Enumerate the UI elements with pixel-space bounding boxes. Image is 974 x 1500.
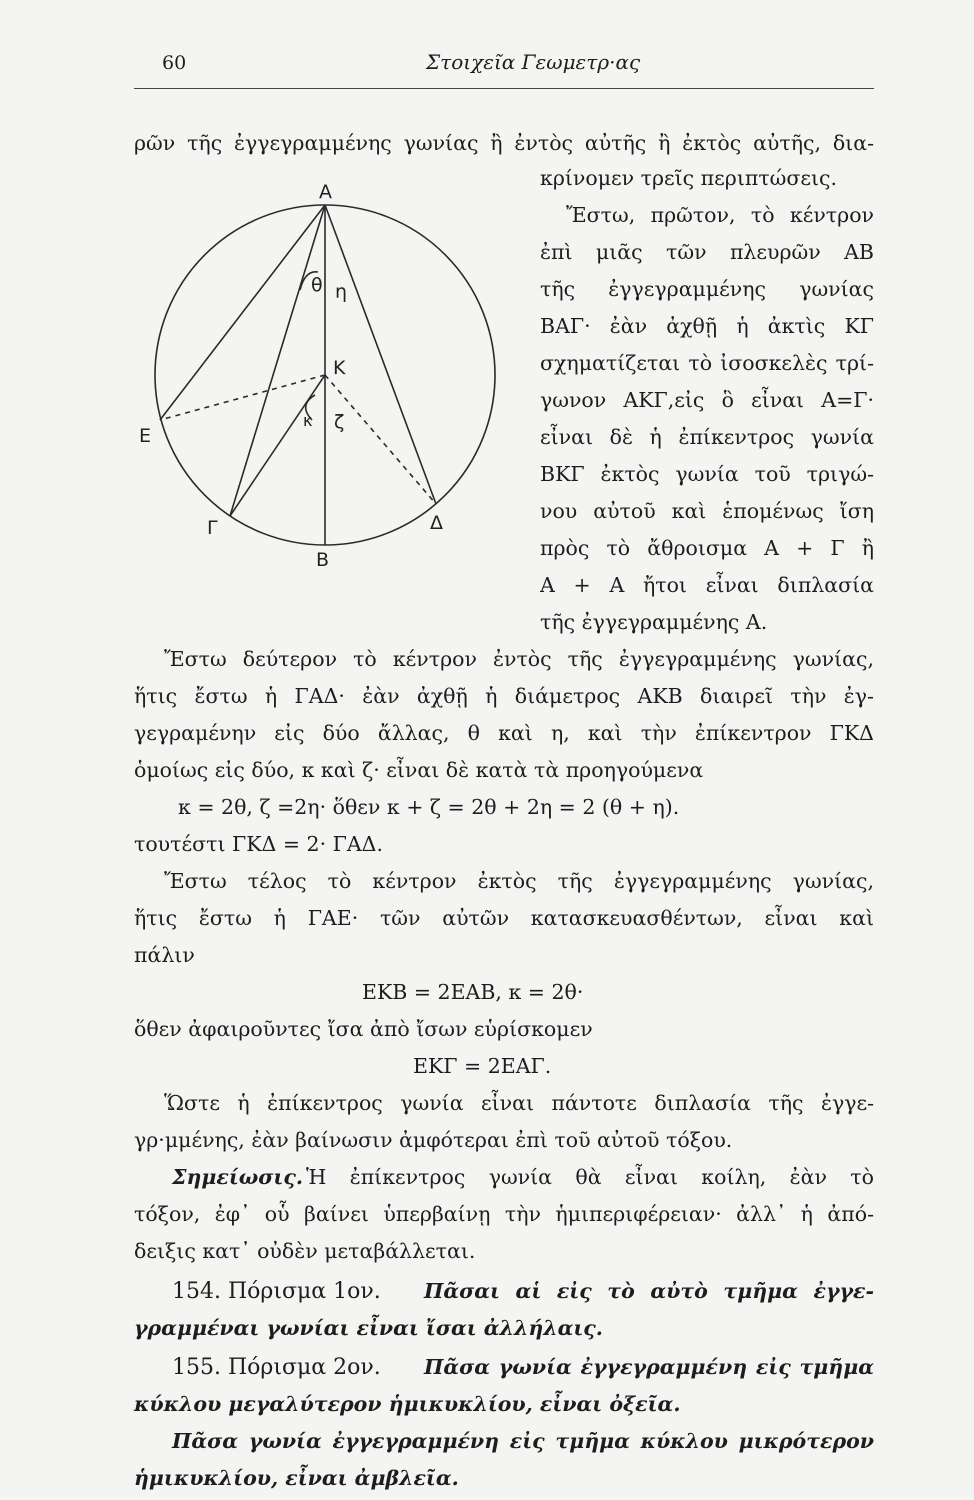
- corollary-155-line-2: κύκλου μεγαλύτερον ἡμικυκλίου, εἶναι ὀξεῖα.: [134, 1392, 681, 1416]
- corollary-155-line-4: ἡμικυκλίου, εἶναι ἀμβλεῖα.: [134, 1466, 459, 1490]
- chord-AE: [160, 205, 325, 420]
- running-title: Στοιχεῖα Γεωμετρ·ας: [426, 50, 641, 74]
- label-B: Β: [316, 549, 330, 571]
- label-kappa: κ: [303, 411, 313, 430]
- radius-KE: [160, 375, 325, 420]
- text-line-24: Ὥστε ἡ ἐπίκεντρος γωνία εἶναι πάντοτε διπλασία τῆς ἐγγε-: [164, 1091, 874, 1115]
- page-number: 60: [162, 52, 187, 74]
- text-line-18: ὁμοίως εἰς δύο, κ καὶ ζ· εἶναι δὲ κατὰ τὰ προηγούμενα: [134, 758, 704, 782]
- corollary-154-line-2: γραμμέναι γωνίαι εἶναι ἴσαι ἀλλήλαις.: [134, 1316, 603, 1340]
- text-line-20: Ἔστω τέλος τὸ κέντρον ἐκτὸς τῆς ἐγγεγραμμένης γωνίας,: [164, 869, 874, 893]
- radius-KD: [325, 375, 436, 504]
- chord-AD: [325, 205, 436, 504]
- text-line-4: ἐπὶ μιᾶς τῶν πλευρῶν ΑΒ: [540, 240, 874, 264]
- text-line-6: ΒΑΓ· ἐὰν ἀχθῇ ἡ ἀκτὶς ΚΓ: [540, 314, 874, 338]
- text-line-28: δειξις κατ᾽ οὐδὲν μεταβάλλεται.: [134, 1239, 476, 1263]
- text-line-23: ὅθεν ἀφαιροῦντες ἴσα ἀπὸ ἴσων εὑρίσκομεν: [134, 1017, 593, 1041]
- label-G: Γ: [207, 517, 218, 539]
- text-line-26: Ἡ ἐπίκεντρος γωνία θὰ εἶναι κοίλη, ἐὰν τὸ: [306, 1165, 874, 1189]
- label-zeta: ζ: [334, 411, 345, 433]
- text-line-17: γεγραμένην εἰς δύο ἄλλας, θ καὶ η, καὶ τὴν ἐπίκεντρον ΓΚΔ: [134, 721, 874, 745]
- label-E: Ε: [139, 425, 152, 447]
- radius-KG: [230, 375, 325, 516]
- text-line-21: ἥτις ἔστω ἡ ΓΑΕ· τῶν αὐτῶν κατασκευασθέντων, εἶναι καὶ: [134, 906, 874, 930]
- label-A: Α: [319, 181, 332, 203]
- text-line-10: ΒΚΓ ἐκτὸς γωνία τοῦ τριγώ-: [540, 462, 874, 486]
- text-line-3: Ἔστω, πρῶτον, τὸ κέντρον: [566, 203, 874, 227]
- text-line-7: σχηματίζεται τὸ ἰσοσκελὲς τρί-: [540, 351, 874, 375]
- corollary-155-line-3: Πᾶσα γωνία ἐγγεγραμμένη εἰς τμῆμα κύκλου μικρότερον: [172, 1429, 874, 1453]
- text-line-2: κρίνομεν τρεῖς περιπτώσεις.: [540, 166, 838, 190]
- text-line-8: γωνον ΑΚΓ,εἰς ὃ εἶναι Α=Γ·: [540, 388, 874, 412]
- text-line-1: ρῶν τῆς ἐγγεγραμμένης γωνίας ἢ ἐντὸς αὐτῆς ἢ ἐκτὸς αὐτῆς, δια-: [134, 131, 874, 155]
- text-line-9: εἶναι δὲ ἡ ἐπίκεντρος γωνία: [540, 425, 874, 449]
- corollary-155-number: 155. Πόρισμα 2ον.: [172, 1355, 381, 1380]
- text-line-14: τῆς ἐγγεγραμμένης Α.: [540, 610, 768, 634]
- equation-2: ΕΚΒ = 2ΕΑΒ, κ = 2θ·: [362, 980, 584, 1004]
- label-K: Κ: [333, 357, 346, 379]
- text-line-19: τουτέστι ΓΚΔ = 2· ΓΑΔ.: [134, 832, 383, 856]
- text-line-15: Ἔστω δεύτερον τὸ κέντρον ἐντὸς τῆς ἐγγεγραμμένης γωνίας,: [164, 647, 874, 671]
- note-label-text: Σημείωσις.: [172, 1165, 303, 1189]
- text-line-25: γρ·μμένης, ἐὰν βαίνωσιν ἀμφότεραι ἐπὶ τοῦ αὐτοῦ τόξου.: [134, 1128, 733, 1152]
- text-line-5: τῆς ἐγγεγραμμένης γωνίας: [540, 277, 874, 301]
- corollary-154-number: 154. Πόρισμα 1ον.: [172, 1279, 381, 1304]
- chord-AG: [230, 205, 325, 516]
- equation-3: ΕΚΓ = 2ΕΑΓ.: [413, 1054, 552, 1078]
- label-D: Δ: [430, 512, 443, 534]
- corollary-154-line-1: Πᾶσαι αἱ εἰς τὸ αὐτὸ τμῆμα ἐγγε-: [424, 1279, 874, 1303]
- label-theta: θ: [311, 274, 323, 296]
- text-line-13: Α + Α ἤτοι εἶναι διπλασία: [540, 573, 874, 597]
- corollary-155-line-1: Πᾶσα γωνία ἐγγεγραμμένη εἰς τμῆμα: [424, 1355, 874, 1379]
- text-line-16: ἥτις ἔστω ἡ ΓΑΔ· ἐὰν ἀχθῇ ἡ διάμετρος ΑΚΒ διαιρεῖ τὴν ἐγ-: [134, 684, 874, 708]
- label-eta: η: [335, 281, 348, 303]
- text-line-27: τόξον, ἐφ᾽ οὗ βαίνει ὑπερβαίνῃ τὴν ἡμιπεριφέρειαν· ἀλλ᾽ ἡ ἀπό-: [134, 1202, 874, 1226]
- equation-1: κ = 2θ, ζ =2η· ὅθεν κ + ζ = 2θ + 2η = 2 (θ + η).: [178, 795, 680, 819]
- note-label: [172, 1167, 303, 1188]
- text-line-22: πάλιν: [134, 943, 195, 967]
- text-line-12: πρὸς τὸ ἄθροισμα Α + Γ ἢ: [540, 536, 874, 560]
- text-line-11: νου αὐτοῦ καὶ ἑπομένως ἴση: [540, 499, 874, 523]
